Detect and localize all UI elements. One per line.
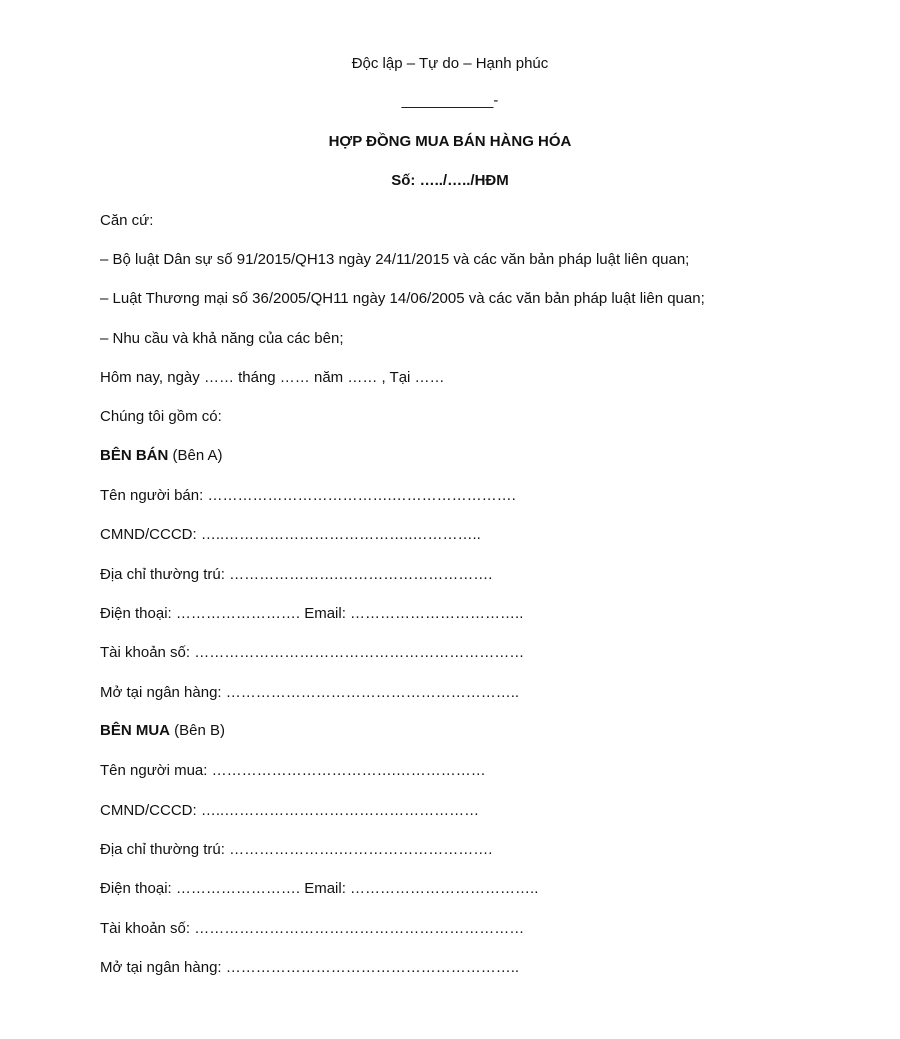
buyer-heading	[100, 722, 225, 740]
basis-item-civil-code: – Bộ luật Dân sự số 91/2015/QH13 ngày 24/11/2015 và các văn bản pháp luật liên quan;	[100, 251, 690, 268]
seller-address-field: Địa chỉ thường trú: ………………….………………………….	[100, 566, 493, 583]
buyer-heading-label: BÊN MUA	[100, 722, 170, 739]
contract-number: Số: …../…../HĐM	[391, 172, 509, 189]
buyer-id-field: CMND/CCCD: …..……………………………………………	[100, 802, 480, 819]
basis-heading: Căn cứ:	[100, 212, 154, 229]
seller-heading	[100, 447, 223, 465]
seller-name-field: Tên người bán: ……………………………….…………………….	[100, 487, 516, 504]
buyer-name-field: Tên người mua: ……………………………….………………	[100, 762, 486, 779]
seller-id-field: CMND/CCCD: …..………………………………..…………..	[100, 526, 481, 543]
parties-line: Chúng tôi gồm có:	[100, 408, 222, 425]
contract-title: HỢP ĐỒNG MUA BÁN HÀNG HÓA	[328, 133, 572, 150]
buyer-heading-note: (Bên B)	[170, 722, 226, 739]
buyer-address-field: Địa chỉ thường trú: ………………….………………………….	[100, 841, 493, 858]
seller-phone-email-field: Điện thoại: ……………………. Email: ……………………………..	[100, 605, 524, 622]
motto: Độc lập – Tự do – Hạnh phúc	[351, 55, 549, 72]
basis-item-needs: – Nhu cầu và khả năng của các bên;	[100, 330, 344, 347]
seller-heading-label: BÊN BÁN	[100, 447, 169, 464]
buyer-bank-field: Mở tại ngân hàng: …………………………………………………..	[100, 959, 520, 976]
seller-bank-field: Mở tại ngân hàng: …………………………………………………..	[100, 684, 520, 701]
buyer-account-field: Tài khoản số: …………………………………………………………	[100, 920, 525, 937]
separator-line: ___________-	[401, 92, 499, 109]
basis-item-commercial-law: – Luật Thương mại số 36/2005/QH11 ngày 14/06/2005 và các văn bản pháp luật liên quan;	[100, 290, 705, 307]
seller-heading-note: (Bên A)	[168, 447, 223, 464]
buyer-phone-email-field: Điện thoại: ……………………. Email: ………………………………..	[100, 880, 539, 897]
date-line: Hôm nay, ngày …… tháng …… năm …… , Tại ……	[100, 369, 445, 386]
seller-account-field: Tài khoản số: …………………………………………………………	[100, 644, 525, 661]
